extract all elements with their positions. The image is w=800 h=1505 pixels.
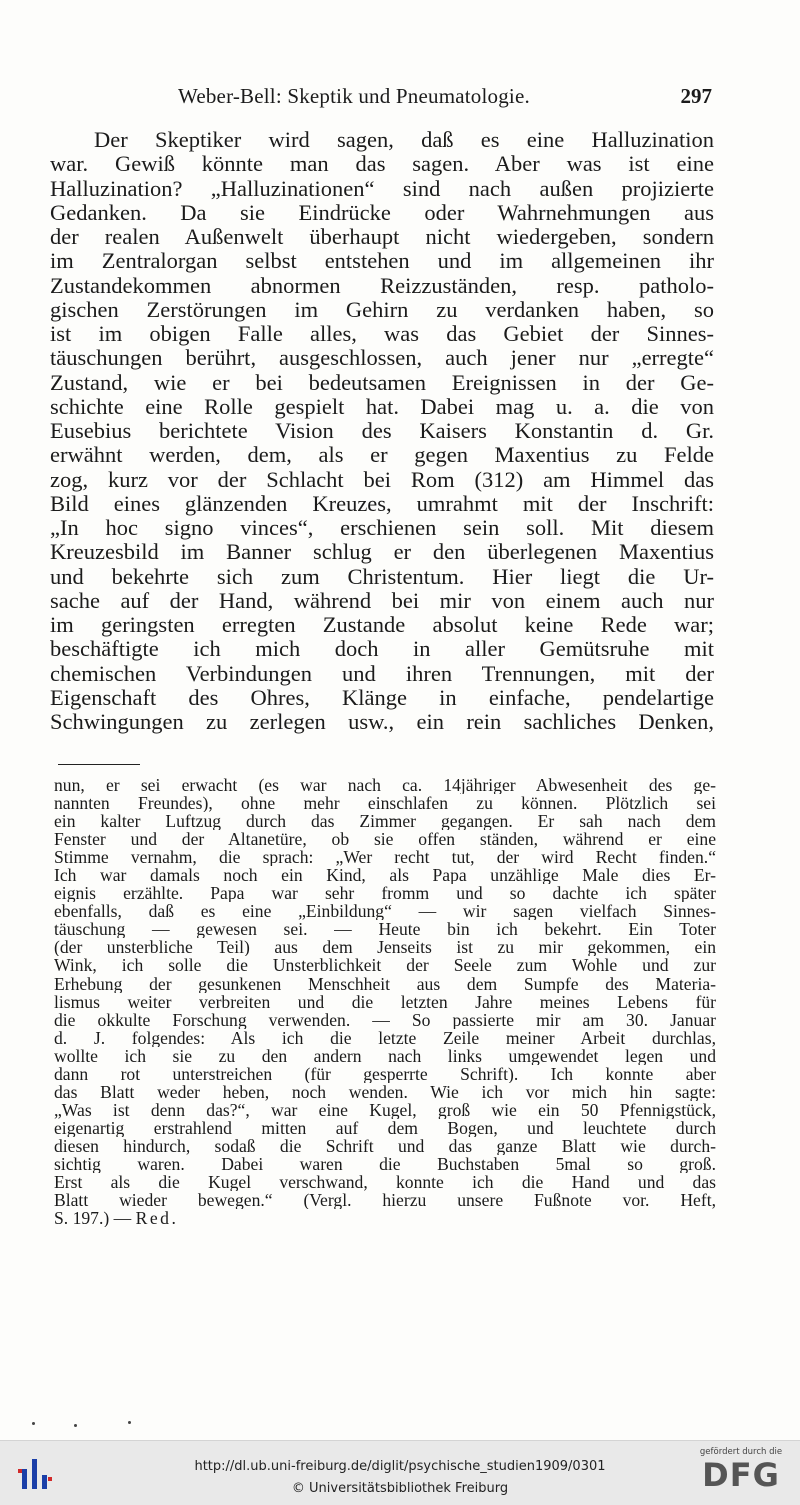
text-line: „In hoc signo vinces“, erschienen sein soll. Mit diesem: [50, 516, 714, 540]
footnote-line: nannten Freundes), ohne mehr einschlafen zu können. Plötzlich sei: [54, 794, 716, 813]
footnote-last-line: [54, 1209, 716, 1227]
text-line: beschäftigte ich mich doch in aller Gemütsruhe mit: [50, 637, 714, 662]
funding-caption: gefördert durch die: [699, 1447, 783, 1457]
footnote-reference: S. 197.) —: [54, 1209, 136, 1228]
text-line: war. Gewiß könnte man das sagen. Aber was ist eine: [50, 152, 714, 177]
text-line: sache auf der Hand, während bei mir von einem auch nur: [50, 588, 714, 613]
text-line: chemischen Verbindungen und ihren Trennungen, mit der: [50, 661, 714, 686]
text-line: und bekehrte sich zum Christentum. Hier liegt die Ur-: [50, 564, 714, 589]
footnote-line: sichtig waren. Dabei waren die Buchstaben 5mal so groß.: [54, 1154, 716, 1174]
footnote-line: lismus weiter verbreiten und die letzten Jahre meines Lebens für: [54, 992, 716, 1011]
text-line: Der Skeptiker wird sagen, daß es eine Halluzination: [94, 128, 714, 152]
footnote-line: d. J. folgendes: Als ich die letzte Zeile meiner Arbeit durchlas,: [54, 1028, 716, 1047]
footnote-line: wollte ich sie zu den andern nach links umgewendet legen und: [54, 1046, 716, 1065]
text-line: Zustand, wie er bei bedeutsamen Ereignissen in der Ge-: [50, 370, 714, 395]
footnote-line: Erhebung der gesunkenen Menschheit aus dem Sumpfe des Materia-: [54, 974, 716, 993]
page-header: [178, 84, 712, 114]
text-line: Eigenschaft des Ohres, Klänge in einfache, pendelartige: [50, 685, 714, 710]
footnote-line: (der unsterbliche Teil) aus dem Jenseits ist zu mir gekommen, ein: [54, 938, 716, 957]
main-text: [50, 128, 714, 734]
text-line: Halluzination? „Halluzinationen“ sind nach außen projizierte: [50, 176, 714, 201]
footnote-separator: [58, 764, 140, 765]
text-line: erwähnt werden, dem, als er gegen Maxentius zu Felde: [50, 443, 714, 468]
text-line: schichte eine Rolle gespielt hat. Dabei mag u. a. die von: [50, 394, 714, 419]
running-title: Weber-Bell: Skeptik und Pneumatologie.: [178, 84, 530, 108]
footnote-line: diesen hindurch, sodaß die Schrift und das ganze Blatt wie durch-: [54, 1136, 716, 1155]
text-line: Gedanken. Da sie Eindrücke oder Wahrnehmungen aus: [50, 200, 714, 225]
scan-speck: [74, 1424, 77, 1427]
footnote-line: die okkulte Forschung verwenden. — So passierte mir am 30. Januar: [54, 1010, 716, 1029]
text-line: der realen Außenwelt überhaupt nicht wiedergeben, sondern: [50, 225, 714, 249]
footnote-line: Stimme vernahm, die sprach: „Wer recht tut, der wird Recht finden.“: [54, 848, 716, 867]
footnote-line: dann rot unterstreichen (für gesperrte Schrift). Ich konnte aber: [54, 1064, 716, 1083]
text-line: täuschungen berührt, ausgeschlossen, auch jener nur „erregte“: [50, 346, 714, 371]
text-line: zog, kurz vor der Schlacht bei Rom (312) am Himmel das: [50, 467, 714, 492]
text-line: im Zentralorgan selbst entstehen und im allgemeinen ihr: [50, 249, 714, 274]
footnote-line: Wink, ich solle die Unsterblichkeit der Seele zum Wohle und zur: [54, 956, 716, 975]
scan-specks: [30, 1418, 170, 1430]
footnote-line: eignis erzählte. Papa war sehr fromm und so dachte ich später: [54, 884, 716, 903]
footnote-line: ein kalter Luftzug durch das Zimmer gegangen. Er sah nach dem: [54, 812, 716, 831]
scan-speck: [32, 1422, 35, 1425]
footnote-line: Blatt wieder bewegen.“ (Vergl. hierzu unsere Fußnote vor. Heft,: [54, 1191, 716, 1210]
footnote-line: täuschung — gewesen sei. — Heute bin ich bekehrt. Ein Toter: [54, 920, 716, 939]
dfg-logo-icon: DFG: [702, 1456, 780, 1494]
footnote-line: eigenartig erstrahlend mitten auf dem Bogen, und leuchtete durch: [54, 1118, 716, 1137]
text-line: gischen Zerstörungen im Gehirn zu verdanken haben, so: [50, 297, 714, 322]
text-line: im geringsten erregten Zustande absolut keine Rede war;: [50, 613, 714, 637]
page-number: 297: [680, 84, 712, 108]
text-line: Kreuzesbild im Banner schlug er den überlegenen Maxentius: [50, 540, 714, 565]
text-line: Zustandekommen abnormen Reizzuständen, resp. patholo-: [50, 273, 714, 298]
text-line: Schwingungen zu zerlegen usw., ein rein sachliches Denken,: [50, 710, 714, 734]
text-line: Eusebius berichtete Vision des Kaisers Konstantin d. Gr.: [50, 419, 714, 443]
text-line: ist im obigen Falle alles, was das Gebiet der Sinnes-: [50, 322, 714, 346]
footnote-line: Fenster und der Altanetüre, ob sie offen ständen, während er eine: [54, 830, 716, 849]
footnote-line: Erst als die Kugel verschwand, konnte ich die Hand und das: [54, 1173, 716, 1192]
permalink-url[interactable]: http://dl.ub.uni-freiburg.de/diglit/psychische_studien1909/0301: [194, 1459, 606, 1474]
footnote-line: ebenfalls, daß es eine „Einbildung“ — wir sagen vielfach Sinnes-: [54, 902, 716, 921]
footnote-line: Ich war damals noch ein Kind, als Papa unzählige Male dies Er-: [54, 866, 716, 885]
scan-speck: [128, 1421, 131, 1424]
dfg-funding-logo[interactable]: [696, 1447, 786, 1501]
copyright-notice: © Universitätsbibliothek Freiburg: [291, 1481, 509, 1496]
footer-bar: [0, 1440, 800, 1505]
text-line: Bild eines glänzenden Kreuzes, umrahmt mit der Inschrift:: [50, 491, 714, 516]
footnote-line: „Was ist denn das?“, war eine Kugel, groß wie ein 50 Pfennigstück,: [54, 1100, 716, 1119]
footnote-signature: Red.: [135, 1209, 179, 1228]
footnote-line: nun, er sei erwacht (es war nach ca. 14jähriger Abwesenheit des ge-: [54, 776, 716, 795]
footnote: [54, 776, 716, 1227]
footnote-line: das Blatt weder heben, noch wenden. Wie ich vor mich hin sagte:: [54, 1082, 716, 1101]
